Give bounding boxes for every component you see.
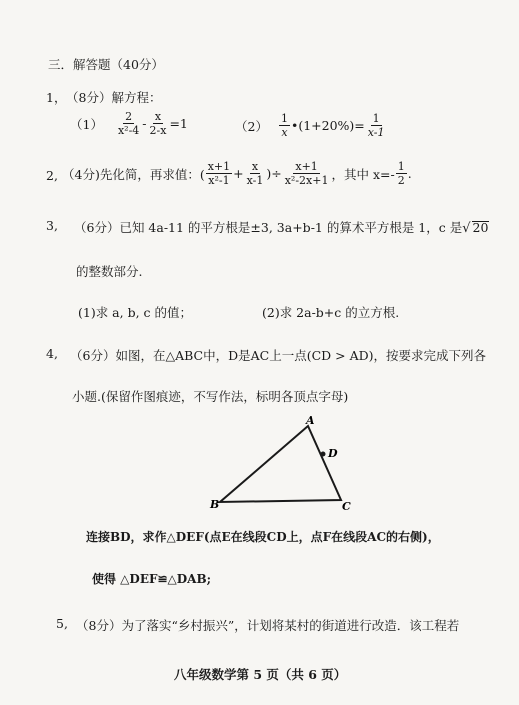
- q2-frac1-den: x²-1: [208, 174, 230, 187]
- q1-header: （8分）解方程：: [66, 90, 162, 105]
- q2-suffix: ，其中 x=-: [331, 166, 395, 182]
- q1-p2-frac2-den: x-1: [367, 126, 385, 139]
- q2-frac2-num: x: [251, 160, 259, 173]
- q2-expression: [62, 160, 412, 187]
- q2-plus: +: [233, 166, 244, 181]
- q1-part2: [235, 112, 388, 139]
- q1-part1: [70, 110, 188, 137]
- q5-number: 5,: [56, 616, 68, 631]
- q1-number: 1，: [46, 90, 67, 105]
- q2-frac3: [283, 160, 331, 187]
- q2-frac1: [206, 160, 232, 187]
- point-d: [321, 452, 326, 457]
- q2-frac3-den: x²-2x+1: [284, 174, 329, 187]
- q3-line2: 的整数部分.: [76, 264, 143, 279]
- q4-instruction1: 连接BD，求作△DEF(点E在线段CD上，点F在线段AC的右侧)，: [86, 530, 440, 544]
- q3-sub2: (2)求 2a-b+c 的立方根.: [262, 305, 400, 320]
- q2-value-frac: [396, 160, 407, 187]
- q1-p2-mid: •(1+20%)=: [290, 118, 365, 133]
- q2-frac1-num: x+1: [207, 160, 231, 173]
- q1-p2-frac1-num: 1: [280, 112, 288, 125]
- q2-end: .: [407, 166, 412, 181]
- q2-frac2: [245, 160, 266, 187]
- q4-line1: （6分）如图，在△ABC中，D是AC上一点(CD > AD)，按要求完成下列各: [70, 348, 486, 363]
- q1-p1-frac1-den: x²-4: [117, 124, 140, 137]
- q1-p2-frac2: [366, 112, 387, 139]
- page-footer: 八年级数学第 5 页（共 6 页）: [174, 667, 347, 682]
- q2-frac3-num: x+1: [295, 160, 318, 173]
- q1-p1-frac1-num: 2: [125, 110, 133, 123]
- q2-value-num: 1: [397, 160, 405, 173]
- q4-number: 4,: [46, 346, 58, 361]
- vertex-a-label: A: [306, 414, 315, 427]
- q1-p2-frac1: [279, 112, 290, 139]
- q3-sub1: (1)求 a, b, c 的值；: [78, 305, 193, 320]
- point-d-label: D: [328, 447, 338, 460]
- q4-instruction2: 使得 △DEF≌△DAB;: [92, 572, 212, 586]
- q1-p1-frac1: [116, 110, 141, 137]
- q1-p1-rhs: =1: [169, 116, 188, 131]
- q2-number: 2,: [46, 168, 58, 183]
- q1-part2-label: （2）: [235, 118, 268, 134]
- q2-value-den: 2: [397, 174, 405, 187]
- q3-sqrt-value: 20: [472, 220, 489, 235]
- q5-line1: （8分）为了落实“乡村振兴”，计划将某村的街道进行改造．该工程若: [76, 618, 460, 633]
- vertex-c-label: C: [342, 500, 351, 512]
- q2-frac2-den: x-1: [246, 174, 264, 187]
- q1-p2-frac2-num: 1: [372, 112, 380, 125]
- q3-number: 3,: [46, 218, 58, 233]
- q1-p2-frac1-den: x: [281, 126, 288, 139]
- q2-div: )÷: [266, 166, 282, 181]
- q1-part1-label: （1）: [70, 116, 103, 132]
- q1-p1-frac2: [148, 110, 169, 137]
- q3-line1-text: （6分）已知 4a-11 的平方根是±3, 3a+b-1 的算术平方根是 1，c 是: [74, 220, 463, 235]
- q2-prefix: （4分)先化简，再求值：(: [62, 166, 205, 182]
- q3-line1: （6分）已知 4a-11 的平方根是±3, 3a+b-1 的算术平方根是 1，c 是√ 20: [74, 220, 489, 236]
- q1-p1-minus: -: [142, 116, 147, 131]
- triangle-abc: [220, 426, 341, 502]
- section-title: 三．解答题（40分）: [48, 57, 164, 72]
- q1-p1-frac2-den: 2-x: [149, 124, 167, 137]
- vertex-b-label: B: [210, 498, 220, 511]
- triangle-figure: [200, 412, 360, 512]
- q4-line2: 小题.(保留作图痕迹，不写作法，标明各顶点字母): [72, 389, 349, 404]
- q1-p1-frac2-num: x: [154, 110, 162, 123]
